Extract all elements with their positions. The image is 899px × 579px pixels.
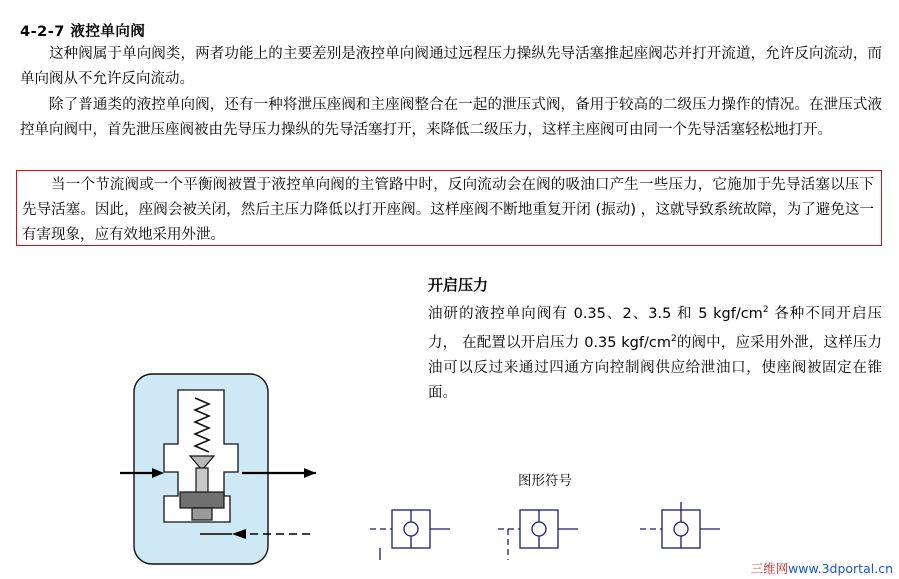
paragraph-2: 除了普通类的液控单向阀，还有一种将泄压座阀和主座阀整合在一起的泄压式阀，备用于较高的二级压力操作的情况。在泄压式液控单向阀中，首先泄压座阀被由先导压力操纵的先导活塞打开，来降低二级压力，这样主座阀可由同一个先导活塞轻松地打开。 bbox=[20, 97, 882, 138]
right-section-title: 开启压力 bbox=[428, 276, 489, 294]
graphic-symbols-row bbox=[370, 500, 770, 570]
watermark-red-text: 三维网 bbox=[750, 561, 789, 576]
right-body-post: 的阀中，应采用外泄，这样压力油可以反过来通过四通方向控制阀供应给泄油口，使座阀被固定在锥面。 bbox=[428, 334, 882, 401]
watermark-blue-text: www.3dportal.cn bbox=[788, 561, 893, 576]
right-section-body bbox=[428, 298, 882, 406]
highlighted-box bbox=[16, 170, 882, 246]
watermark bbox=[751, 559, 893, 577]
right-column bbox=[428, 274, 882, 406]
unit-exponent-2: 2 bbox=[670, 333, 677, 344]
paragraph-1: 这种阀属于单向阀类，两者功能上的主要差别是液控单向阀通过远程压力操纵先导活塞推起座阀芯并打开流道，允许反向流动，而单向阀从不允许反向流动。 bbox=[20, 46, 882, 87]
section-heading: 4-2-7 液控单向阀 bbox=[20, 24, 146, 40]
symbol-caption: 图形符号 bbox=[518, 473, 572, 489]
valve-cutaway-diagram bbox=[120, 372, 320, 567]
boxed-paragraph: 当一个节流阀或一个平衡阀被置于液控单向阀的主管路中时，反向流动会在阀的吸油口产生一些压力，它施加于先导活塞以压下先导活塞。因此，座阀会被关闭，然后主压力降低以打开座阀。这样座阀不断地重复开闭 (振动) ，这就导致系统故障，为了避免这一有害现象，应有效地采用外泄。 bbox=[22, 177, 874, 243]
right-body-mid: 各种不同开启压力， 在配置以开启压力 0.35 kgf/cm bbox=[428, 305, 883, 351]
unit-exponent-1: 2 bbox=[762, 305, 769, 315]
right-body-pre: 油研的液控单向阀有 0.35、2、3.5 和 5 kgf/cm bbox=[428, 305, 763, 322]
